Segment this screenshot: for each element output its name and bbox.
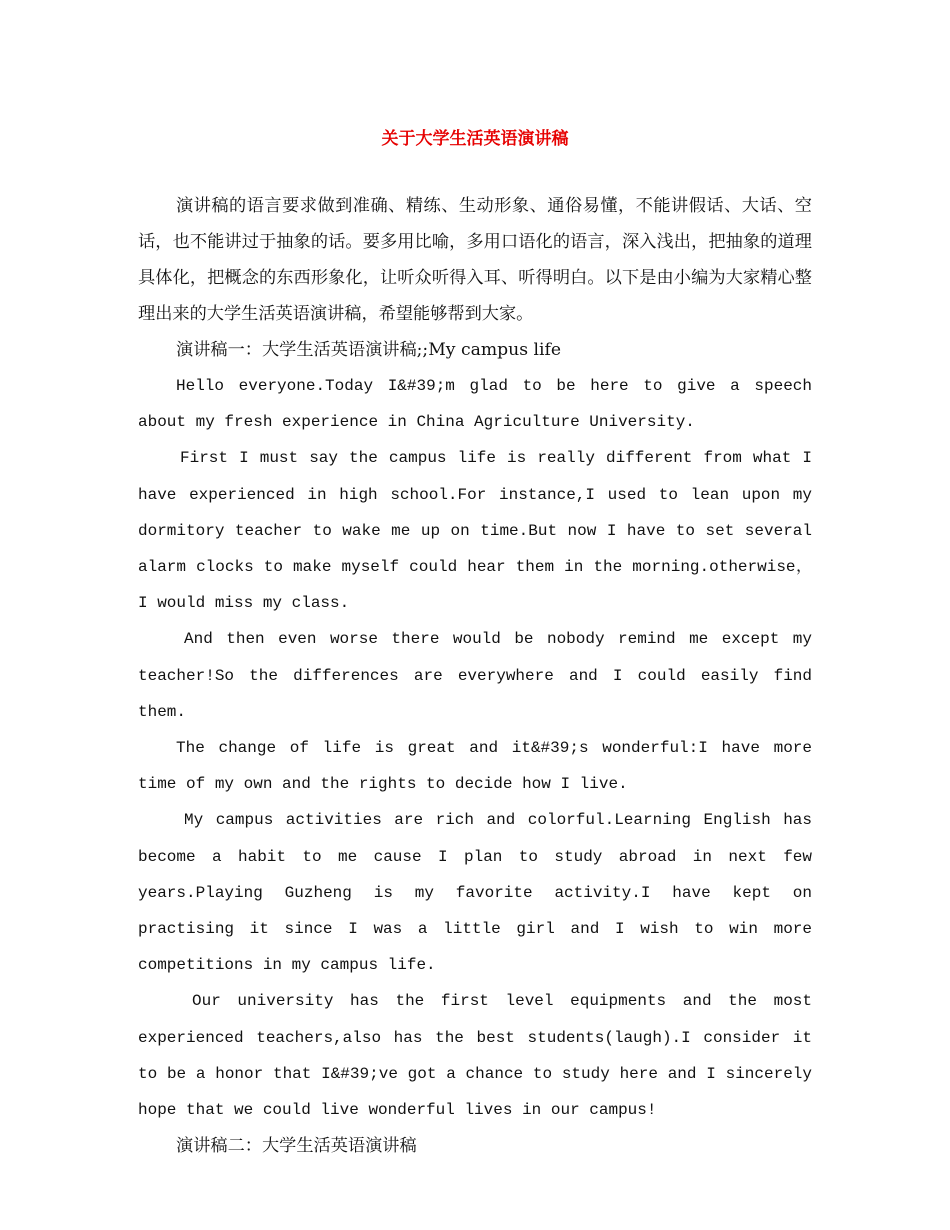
speech-paragraph: First I must say the campus life is really different from what I have experienced in high school.For instance,I used to lean upon my dormitory teacher to wake me up on time.But now I have to set several alarm clocks to make myself could hear them in the morning.otherwise，I would miss my class. [138,449,813,613]
document-body [138,188,812,1164]
speech-one-heading: 演讲稿一：大学生活英语演讲稿;;My campus life [176,340,562,360]
speech-paragraph: The change of life is great and it&#39;s wonderful:I have more time of my own and the rights to decide how I live. [138,739,812,794]
speech-paragraph: And then even worse there would be nobody remind me except my teacher!So the differences are everywhere and I could easily find them. [138,630,812,721]
speech-paragraph: My campus activities are rich and colorful.Learning English has become a habit to me cause I plan to study abroad in next few years.Playing Guzheng is my favorite activity.I have kept on practising it since I was a little girl and I wish to win more competitions in my campus life. [138,811,812,975]
document-title: 关于大学生活英语演讲稿 [381,129,569,149]
speech-paragraph: Hello everyone.Today I&#39;m glad to be here to give a speech about my fresh experience in China Agriculture University. [138,377,812,432]
intro-paragraph: 演讲稿的语言要求做到准确、精练、生动形象、通俗易懂，不能讲假话、大话、空话，也不能讲过于抽象的话。要多用比喻，多用口语化的语言，深入浅出，把抽象的道理具体化，把概念的东西形象化，让听众听得入耳、听得明白。以下是由小编为大家精心整理出来的大学生活英语演讲稿，希望能够帮到大家。 [138,196,812,324]
speech-paragraph: Our university has the first level equipments and the most experienced teachers,also has the best students(laugh).I consider it to be a honor that I&#39;ve got a chance to study here and I sincerely hope that we could live wonderful lives in our campus! [138,992,812,1120]
speech-two-heading: 演讲稿二：大学生活英语演讲稿 [176,1136,417,1157]
